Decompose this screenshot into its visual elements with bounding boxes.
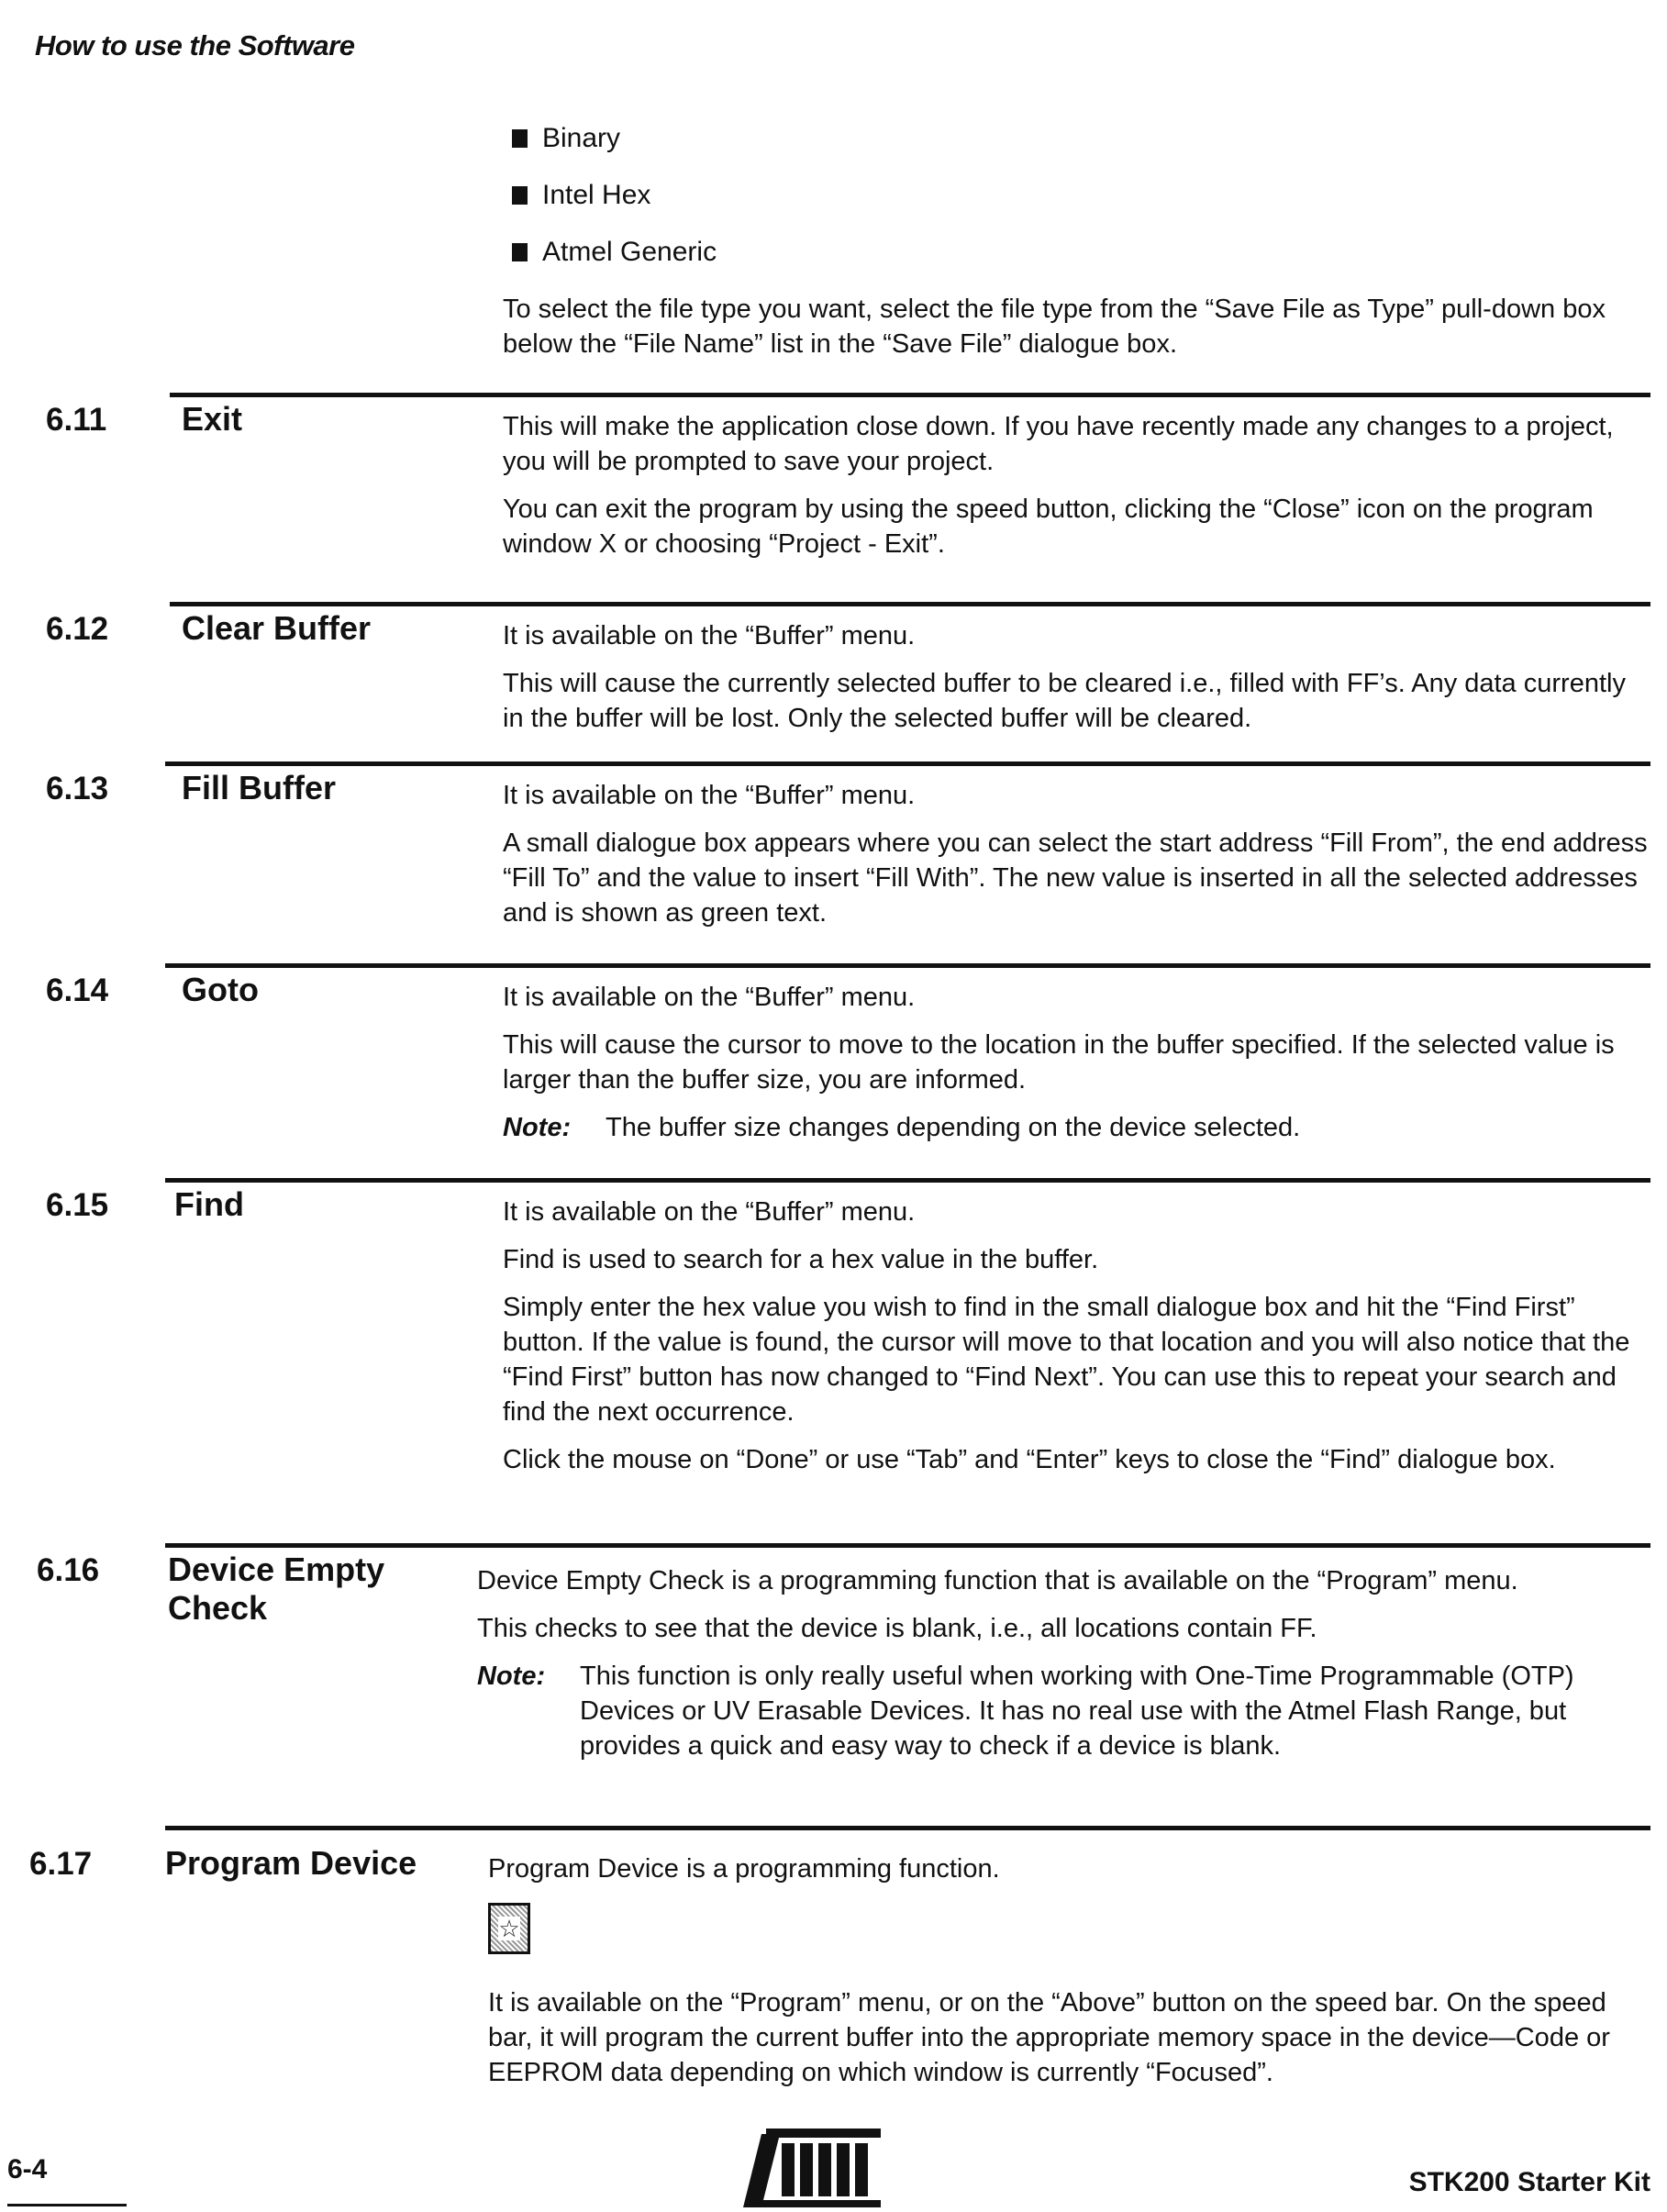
section-title: Goto: [182, 971, 259, 1008]
section-body: It is available on the “Buffer” menu. This will cause the currently selected buffer to be cleared i.e., filled with FF’s. Any data currently in the buffer will be lost. Only the selected buffer will be cleared.: [503, 621, 1626, 733]
section-body: Device Empty Check is a programming function that is available on the “Program” menu. This checks to see that the device is blank, i.e., all locations contain FF. Note: This function is only really useful when working with One-Time Programmable (OTP) Devices or UV Erasable Devices. It has no real use with the Atmel Flash Range, but provides a quick and easy way to check if a device is blank.: [477, 1563, 1642, 1763]
bullet-icon: [512, 129, 528, 148]
section-body: This will make the application close down. If you have recently made any changes to a project, you will be prompted to save your project. You can exit the program by using the speed button, clicking the “Close” icon on the program window X or choosing “Project - Exit”.: [503, 412, 1614, 559]
section-body: It is available on the “Buffer” menu. This will cause the cursor to move to the location in the buffer specified. If the selected value is larger than the buffer size, you are informed. Note: The buffer size changes depending on the device selected.: [503, 980, 1650, 1145]
note-text: The buffer size changes depending on the device selected.: [606, 1113, 1301, 1142]
bullet-icon: [512, 186, 528, 205]
section-title: Clear Buffer: [182, 609, 372, 647]
section-number: 6.11: [46, 402, 107, 438]
section-divider: [170, 393, 1650, 397]
section-number: 6.16: [37, 1552, 100, 1588]
footer-divider: [7, 2204, 127, 2206]
file-type-list: [512, 110, 717, 281]
section-body: It is available on the “Buffer” menu. A small dialogue box appears where you can select the start address “Fill From”, the end address “Fill To” and the value to insert “Fill With”. The new value is inserted in all the selected addresses and is shown as green text.: [503, 781, 1648, 928]
section-divider: [165, 1178, 1650, 1183]
list-item: Atmel Generic: [512, 224, 717, 281]
running-header: How to use the Software: [35, 29, 355, 61]
section-divider: [165, 1543, 1650, 1548]
section-title: Exit: [182, 400, 243, 438]
note-label: Note:: [477, 1662, 546, 1691]
note-text: This function is only really useful when working with One-Time Programmable (OTP) Devices or UV Erasable Devices. It has no real use with the Atmel Flash Range, but provides a quick and easy way to check if a device is blank.: [580, 1662, 1574, 1761]
section-number: 6.13: [46, 771, 109, 806]
note: [503, 1110, 1650, 1145]
section-divider: [165, 963, 1650, 968]
list-item: Binary: [512, 110, 717, 167]
section-number: 6.12: [46, 611, 109, 647]
list-item: Intel Hex: [512, 167, 717, 224]
section-title: Device Empty Check: [168, 1551, 385, 1627]
section-divider: [170, 602, 1650, 606]
bullet-icon: [512, 243, 528, 261]
section-title: Program Device: [165, 1844, 417, 1882]
section-title: Fill Buffer: [182, 769, 336, 806]
section-number: 6.15: [46, 1187, 109, 1223]
section-body: It is available on the “Buffer” menu. Find is used to search for a hex value in the buffer. Simply enter the hex value you wish to find in the small dialogue box and hit the “Find First” button. If the value is found, the cursor will move to that location and you will also notice that the “Find First” button has now changed to “Find Next”. You can use this to repeat your search and find the next occurrence. Click the mouse on “Done” or use “Tab” and “Enter” keys to close the “Find” dialogue box.: [503, 1197, 1630, 1474]
program-device-icon: ☆: [488, 1903, 530, 1954]
page-number: 6-4: [7, 2154, 48, 2184]
atmel-logo: [716, 2127, 899, 2209]
section-body: Program Device is a programming function. ☆ It is available on the “Program” menu, or on the “Above” button on the speed bar. On the speed bar, it will program the current buffer into the appropriate memory space in the device—Code or EEPROM data depending on which window is currently “Focused”.: [488, 1854, 1610, 2087]
section-divider: [165, 1826, 1650, 1830]
section-number: 6.14: [46, 973, 109, 1008]
section-divider: [165, 761, 1650, 766]
note-label: Note:: [503, 1113, 572, 1142]
intro-paragraph: To select the file type you want, select the file type from the “Save File as Type” pull-down box below the “File Name” list in the “Save File” dialogue box.: [503, 295, 1606, 359]
section-title: Find: [174, 1185, 244, 1223]
section-number: 6.17: [29, 1846, 93, 1882]
note: [477, 1659, 1642, 1763]
document-title: STK200 Starter Kit: [1408, 2167, 1650, 2197]
